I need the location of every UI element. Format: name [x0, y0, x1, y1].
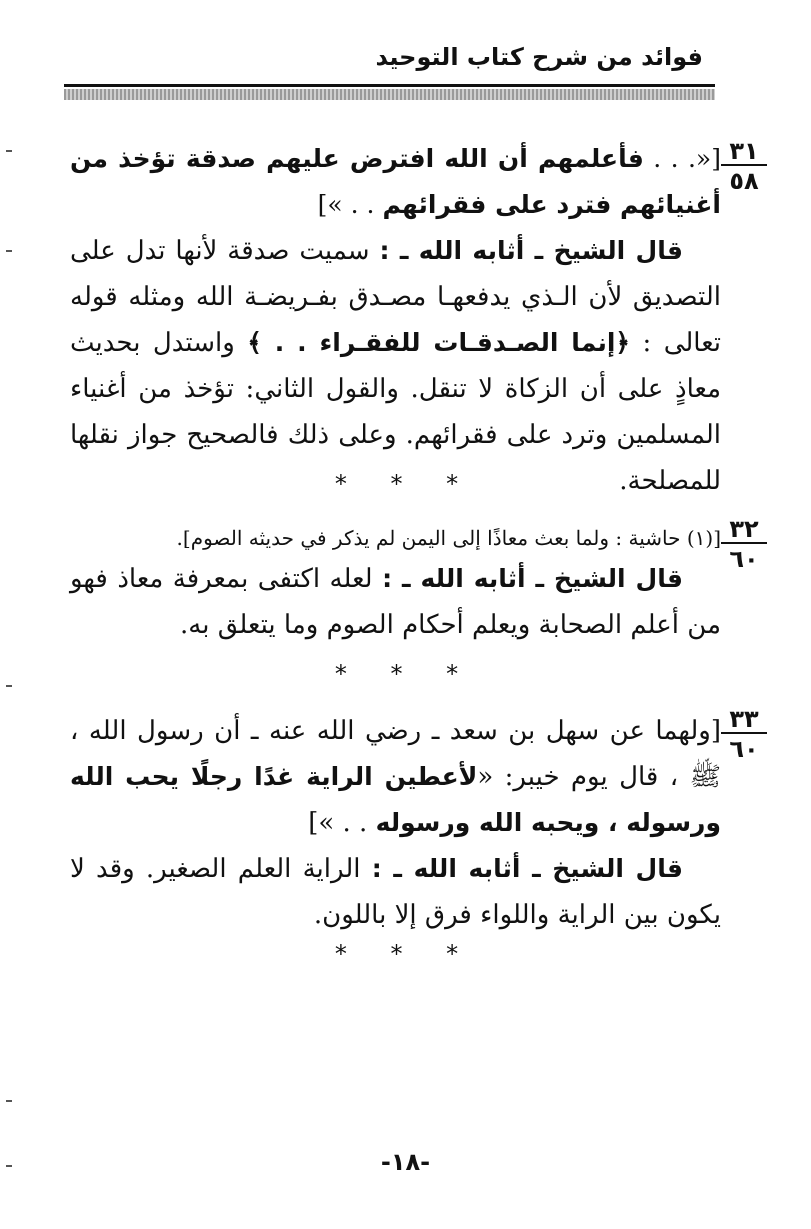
scan-margin-mark: [6, 1100, 12, 1102]
reference-page: ٥٨: [721, 164, 767, 194]
reference-page: ٦٠: [721, 732, 767, 762]
reference-number: ٣٢: [729, 515, 759, 543]
header-decorative-band: [64, 89, 715, 100]
reference-33-60: [721, 706, 767, 762]
quote-close: . . »]: [317, 190, 383, 219]
sheikh-comment: [70, 228, 721, 504]
entry-31: [70, 136, 721, 504]
scan-margin-mark: [6, 250, 12, 252]
comment-text: الراية العلم الصغير. وقد لا يكون بين الراية واللواء فرق إلا باللون.: [70, 854, 721, 930]
sheikh-label: قال الشيخ ـ أثابه الله ـ :: [371, 854, 684, 883]
section-separator: * * *: [334, 660, 477, 688]
footnote-note: [(١) حاشية : ولما بعث معاذًا إلى اليمن لم يذكر في حديثه الصوم].: [176, 526, 721, 550]
comment-text: سميت صدقة لأنها تدل على التصديق لأن الـذي يدفعهـا مصـدق بفـريضـة الله ومثله قوله تعالى :: [70, 236, 721, 358]
quote-text: فأعلمهم أن الله افترض عليهم صدقة تؤخذ من أغنيائهم فترد على فقرائهم: [70, 144, 721, 219]
reference-number: ٣٣: [729, 705, 759, 733]
comment-text-continued: واستدل بحديث معاذٍ على أن الزكاة لا تنقل. والقول الثاني: تؤخذ من أغنياء المسلمين وترد على فقرائهم. وعلى ذلك فالصحيح جواز نقلها للمصلحة.: [70, 328, 721, 496]
quote-open: [«. . .: [643, 144, 721, 173]
comment-text: لعله اكتفى بمعرفة معاذ فهو من أعلم الصحابة ويعلم أحكام الصوم وما يتعلق به.: [70, 564, 721, 640]
section-separator: * * *: [334, 940, 477, 968]
sheikh-label: قال الشيخ ـ أثابه الله ـ :: [379, 236, 683, 265]
quote-close: . . »]: [308, 808, 376, 838]
hadith-intro: [ولهما عن سهل بن سعد ـ رضي الله عنه ـ أن رسول الله ، ﷺ ، قال يوم خيبر: «: [70, 716, 721, 792]
entry-33: [70, 708, 721, 938]
sheikh-label: قال الشيخ ـ أثابه الله ـ :: [382, 564, 683, 593]
reference-31-58: [721, 138, 767, 194]
scan-margin-mark: [6, 1165, 12, 1167]
header-rule: [64, 84, 715, 87]
reference-page: ٦٠: [721, 542, 767, 572]
scan-margin-mark: [6, 685, 12, 687]
reference-number: ٣١: [729, 137, 759, 165]
hadith-quote: لأعطين الراية غدًا رجلًا يحب الله ورسوله ، ويحبه الله ورسوله: [70, 762, 721, 837]
page-number: -١٨-: [380, 1148, 431, 1176]
sheikh-comment: [70, 846, 721, 938]
running-header-title: فوائد من شرح كتاب التوحيد: [375, 43, 703, 71]
quran-verse: ﴿إنما الصـدقـات للفقـراء . . ﴾: [247, 328, 631, 357]
sheikh-comment: [70, 556, 721, 648]
hadith-quote: [70, 144, 721, 219]
entry-32: [70, 520, 721, 648]
reference-32-60: [721, 516, 767, 572]
section-separator: * * *: [334, 470, 477, 498]
scan-margin-mark: [6, 150, 12, 152]
